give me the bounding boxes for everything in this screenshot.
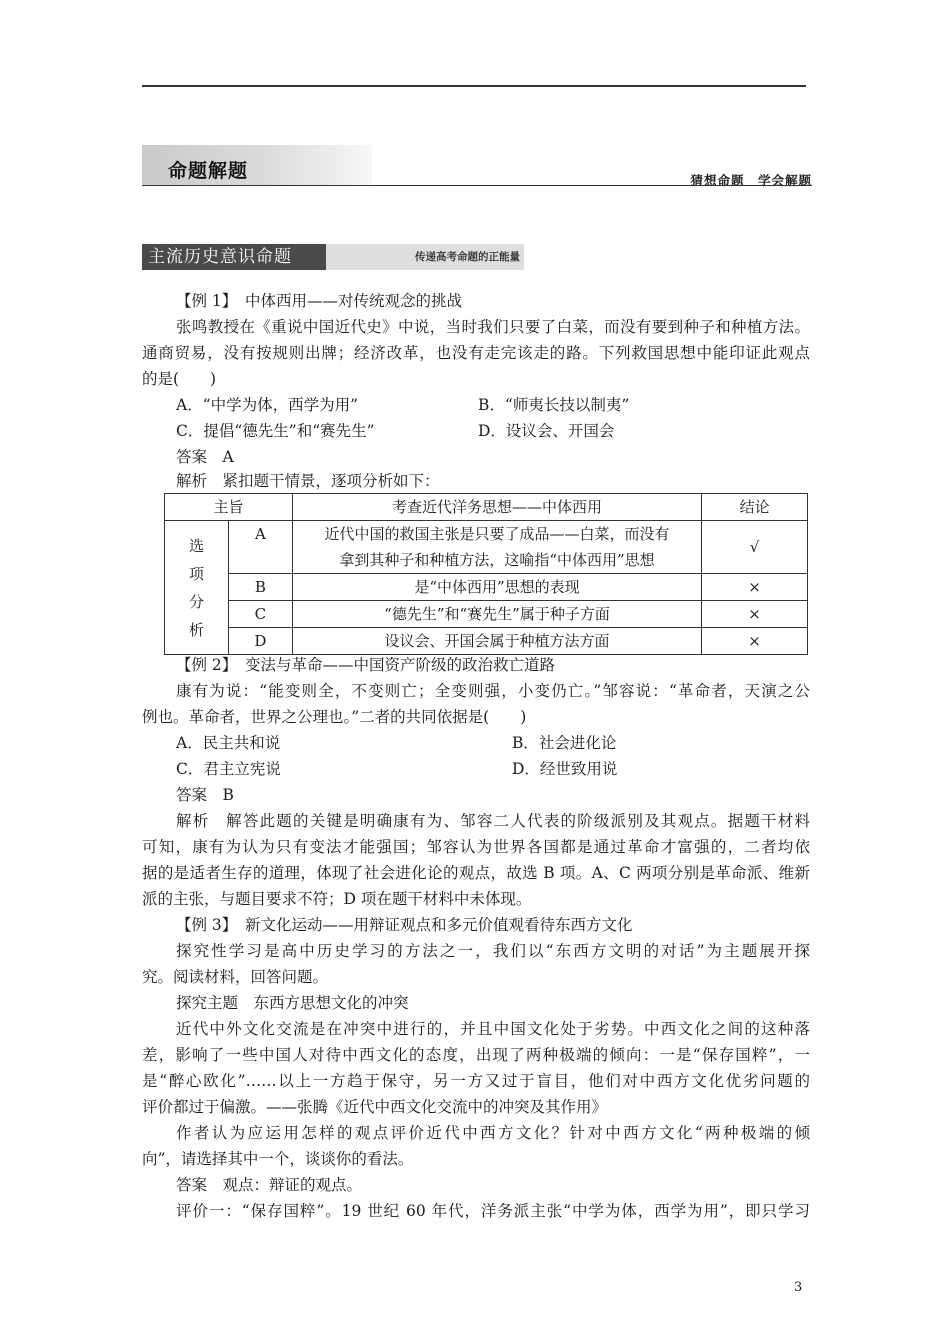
paragraph-line: 评价一：“保存国粹”。19 世纪 60 年代，洋务派主张“中学为体，西学为用”，即只学习 (176, 1202, 810, 1220)
option-d: D．设议会、开国会 (478, 422, 615, 440)
answer: 答案 A (176, 448, 234, 466)
paragraph-line: 派的主张，与题目要求不符；D 项在题干材料中未体现。 (142, 890, 532, 908)
sub-header-tagline: 传递高考命题的正能量 (326, 244, 524, 270)
table-text-line: 拿到其种子和种植方法，这喻指“中体西用”思想 (339, 551, 655, 569)
table-header-cell: 考查近代洋务思想——中体西用 (292, 494, 701, 521)
option-b: B．“师夷长技以制夷” (478, 396, 630, 414)
paragraph-line: 探究主题 东西方思想文化的冲突 (176, 994, 409, 1012)
option-b: B．社会进化论 (512, 734, 617, 752)
paragraph-line: 探究性学习是高中历史学习的方法之一，我们以“东西方文明的对话”为主题展开探 (176, 942, 810, 960)
table-text: 是“中体西用”思想的表现 (292, 574, 701, 601)
page-number: 3 (794, 1280, 803, 1295)
table-result: × (702, 574, 808, 601)
section-tab (142, 145, 372, 185)
analysis-table (164, 493, 808, 655)
paragraph-line: 究。阅读材料，回答问题。 (142, 968, 329, 986)
sub-header (142, 244, 524, 270)
paragraph-line: 张鸣教授在《重说中国近代史》中说，当时我们只要了白菜，而没有要到种子和种植方法。 (176, 318, 810, 336)
table-option: D (228, 628, 292, 655)
table-text (292, 521, 701, 574)
option-a: A．“中学为体，西学为用” (176, 396, 359, 414)
top-rule (142, 85, 806, 87)
table-header-cell: 主旨 (165, 494, 293, 521)
paragraph-line: 通商贸易，没有按规则出牌；经济改革，也没有走完该走的路。下列救国思想中能印证此观点 (142, 344, 810, 362)
table-header-cell: 结论 (702, 494, 808, 521)
table-row (165, 574, 808, 601)
paragraph-line: 解析 解答此题的关键是明确康有为、邹容二人代表的阶级派别及其观点。据题干材料 (176, 812, 810, 830)
paragraph-line: 差，影响了一些中国人对待中西文化的态度，出现了两种极端的倾向：一是“保存国粹”，一 (142, 1046, 810, 1064)
analysis-intro: 解析 紧扣题干情景，逐项分析如下： (176, 472, 440, 490)
paragraph-line: 康有为说：“能变则全，不变则亡；全变则强，小变仍亡。”邹容说：“革命者，天演之公 (176, 682, 810, 700)
paragraph-line: 的是( ) (142, 370, 217, 388)
section-subtitle: 猜想命题 学会解题 (690, 173, 812, 188)
example-2-title: 【例 2】 变法与革命——中国资产阶级的政治救亡道路 (176, 656, 556, 674)
table-row (165, 521, 808, 574)
table-text: “德先生”和“赛先生”属于种子方面 (292, 601, 701, 628)
option-c: C．提倡“德先生”和“赛先生” (176, 422, 375, 440)
table-option: A (228, 521, 292, 574)
table-option: B (228, 574, 292, 601)
example-1-title: 【例 1】 中体西用——对传统观念的挑战 (176, 292, 463, 310)
section-rule (142, 185, 812, 186)
option-d: D．经世致用说 (512, 760, 618, 778)
section-title: 命题解题 (168, 160, 249, 182)
paragraph-line: 是“醉心欧化”……以上一方趋于保守，另一方又过于盲目，他们对中西方文化优劣问题的 (142, 1072, 810, 1090)
table-result: √ (702, 521, 808, 574)
example-3-title: 【例 3】 新文化运动——用辩证观点和多元价值观看待东西方文化 (176, 916, 633, 934)
option-a: A．民主共和说 (176, 734, 281, 752)
paragraph-line: 据的是适者生存的道理，体现了社会进化论的观点，故选 B 项。A、C 两项分别是革命派、维新 (142, 864, 810, 882)
paragraph-line: 可知，康有为认为只有变法才能强国；邹容认为世界各国都是通过革命才富强的，二者均依 (142, 838, 810, 856)
paragraph-line: 作者认为应运用怎样的观点评价近代中西方文化？针对中西方文化“两种极端的倾 (176, 1124, 810, 1142)
answer: 答案 B (176, 786, 234, 804)
table-row (165, 601, 808, 628)
table-text-line: 近代中国的救国主张是只要了成品——白菜，而没有 (324, 525, 670, 543)
option-c: C．君主立宪说 (176, 760, 281, 778)
table-result: × (702, 601, 808, 628)
answer: 答案 观点：辩证的观点。 (176, 1176, 363, 1194)
table-row (165, 628, 808, 655)
table-text: 设议会、开国会属于种植方法方面 (292, 628, 701, 655)
section-header (142, 145, 812, 187)
paragraph-line: 例也。革命者，世界之公理也。”二者的共同依据是( ) (142, 708, 527, 726)
sub-header-title: 主流历史意识命题 (142, 244, 326, 270)
table-result: × (702, 628, 808, 655)
table-option: C (228, 601, 292, 628)
table-header-row (165, 494, 808, 521)
paragraph-line: 向”，请选择其中一个，谈谈你的看法。 (142, 1150, 414, 1168)
paragraph-line: 评价都过于偏激。——张腾《近代中西文化交流中的冲突及其作用》 (142, 1098, 608, 1116)
paragraph-line: 近代中外文化交流是在冲突中进行的，并且中国文化处于劣势。中西文化之间的这种落 (176, 1020, 810, 1038)
table-side-label: 选项分析 (165, 521, 229, 655)
